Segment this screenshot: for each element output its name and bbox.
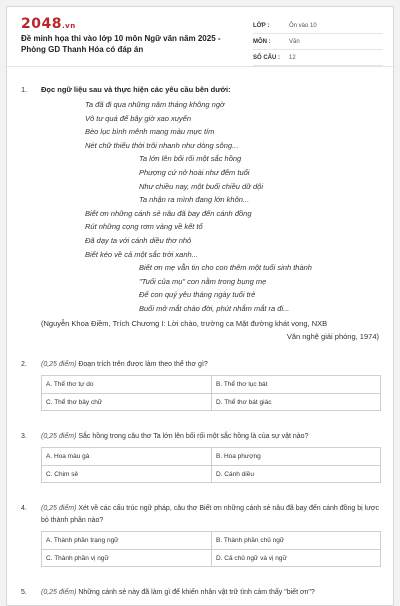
poem-line: Buổi mở mắt chào đời, phút nhắm mắt ra đi... bbox=[139, 303, 290, 313]
question-1 bbox=[21, 85, 383, 343]
meta-value: Văn bbox=[289, 38, 300, 45]
site-logo[interactable] bbox=[21, 16, 76, 32]
poem-line: Biết ơn mẹ vẫn tin cho con thêm một tuổi sinh thành bbox=[139, 263, 312, 273]
option-b[interactable]: B. Thành phần chủ ngữ bbox=[211, 532, 380, 549]
question-2 bbox=[21, 359, 383, 411]
option-c[interactable]: C. Thành phần vị ngữ bbox=[46, 554, 109, 562]
document-header bbox=[7, 7, 393, 67]
option-b[interactable]: B. Thể thơ lục bát bbox=[211, 376, 380, 393]
poem-line: Biết kéo về cả một sắc trời xanh... bbox=[85, 249, 198, 259]
poem-line: Đã dạy ta với cánh diều thơ nhỏ bbox=[85, 235, 192, 245]
question-3 bbox=[21, 431, 383, 483]
poem-line: Rút những cọng rơm vàng về kết tổ bbox=[85, 222, 203, 232]
answer-options bbox=[41, 447, 381, 483]
option-b[interactable]: B. Hoa phượng bbox=[211, 448, 380, 465]
source-line: Văn nghệ giải phóng, 1974) bbox=[286, 331, 379, 341]
poem-line: Phượng cứ nở hoài như đếm tuổi bbox=[139, 167, 250, 177]
logo-text: 2048 bbox=[21, 16, 62, 32]
option-d[interactable]: D. Thể thơ bát giác bbox=[211, 394, 380, 410]
poem-line: Ta đã đi qua những năm tháng không ngờ bbox=[85, 100, 225, 109]
question-body: Đoạn trích trên được làm theo thể thơ gì? bbox=[78, 361, 208, 368]
meta-value: Ôn vào 10 bbox=[289, 22, 317, 29]
logo-suffix: .vn bbox=[61, 22, 76, 30]
option-d[interactable]: D. Cả chủ ngữ và vị ngữ bbox=[211, 550, 380, 566]
question-number: 1. bbox=[21, 85, 28, 94]
question-4 bbox=[21, 503, 383, 567]
poem-excerpt bbox=[21, 98, 383, 316]
option-a[interactable]: A. Thể thơ tự do bbox=[46, 381, 94, 388]
option-a[interactable]: A. Thành phần trạng ngữ bbox=[46, 537, 119, 544]
poem-line: "Tuổi của mụ" con nằm trong bụng mẹ bbox=[139, 276, 267, 286]
poem-line: Để con quý yêu tháng ngày tuổi trẻ bbox=[139, 290, 256, 300]
poem-line: Ta nhận ra mình đang lớn khôn... bbox=[139, 195, 250, 205]
question-score: (0,25 điểm) bbox=[41, 361, 77, 368]
poem-line: Như chiều nay, một buổi chiều dữ dội bbox=[139, 181, 264, 191]
answer-options bbox=[41, 375, 381, 411]
question-number: 2. bbox=[21, 361, 27, 368]
question-text bbox=[21, 359, 383, 371]
question-number: 3. bbox=[21, 433, 27, 440]
question-score: (0,25 điểm) bbox=[41, 433, 77, 440]
source-line: (Nguyễn Khoa Điềm, Trích Chương I: Lời chào, trường ca Mặt đường khát vọng, NXB bbox=[41, 318, 328, 328]
question-5 bbox=[21, 587, 383, 599]
question-text bbox=[21, 587, 383, 599]
question-prompt: Đọc ngữ liệu sau và thực hiện các yêu cầu bên dưới: bbox=[41, 85, 231, 94]
exam-meta bbox=[253, 18, 383, 66]
options-row bbox=[42, 465, 380, 482]
question-text bbox=[21, 503, 383, 527]
question-body: Xét về các cấu trúc ngữ pháp, câu thơ Biết ơn những cánh sẻ nâu đã bay đến cánh đồng bị lược bỏ thành phần nào? bbox=[41, 505, 379, 524]
document-title: Đề minh họa thi vào lớp 10 môn Ngữ văn năm 2025 - Phòng GD Thanh Hóa có đáp án bbox=[21, 34, 221, 54]
question-body: Những cánh sẻ này đã làm gì để khiến nhân vật trữ tình cảm thấy "biết ơn"? bbox=[78, 589, 315, 596]
meta-label: LỚP : bbox=[253, 22, 270, 29]
meta-value: 12 bbox=[289, 54, 296, 61]
options-row bbox=[42, 549, 380, 566]
meta-row-class bbox=[253, 18, 383, 34]
poem-line: Biết ơn những cánh sẻ nâu đã bay đến cánh đồng bbox=[85, 208, 252, 218]
options-row bbox=[42, 532, 380, 549]
answer-options bbox=[41, 531, 381, 567]
option-c[interactable]: C. Thể thơ bảy chữ bbox=[46, 398, 103, 406]
question-body: Sắc hồng trong câu thơ Ta lớn lên bối rối một sắc hồng là của sự vật nào? bbox=[78, 433, 309, 440]
meta-label: SỐ CÂU : bbox=[253, 54, 280, 61]
poem-line: Ta lớn lên bối rối một sắc hồng bbox=[139, 154, 242, 164]
option-a[interactable]: A. Hoa màu gà bbox=[46, 453, 90, 460]
poem-line: Vô tư quá để bây giờ xao xuyến bbox=[85, 113, 192, 123]
option-d[interactable]: D. Cánh diều bbox=[211, 466, 380, 482]
meta-row-subject bbox=[253, 34, 383, 50]
options-row bbox=[42, 448, 380, 465]
question-number: 5. bbox=[21, 589, 27, 596]
poem-line: Nét chữ thiếu thời trôi nhanh như dòng sông... bbox=[85, 140, 239, 150]
options-row bbox=[42, 376, 380, 393]
question-score: (0,25 điểm) bbox=[41, 505, 77, 512]
meta-row-count bbox=[253, 50, 383, 66]
document-page bbox=[6, 6, 394, 606]
question-text bbox=[21, 431, 383, 443]
question-number: 4. bbox=[21, 505, 27, 512]
option-c[interactable]: C. Chim sẻ bbox=[46, 470, 79, 478]
poem-source bbox=[21, 317, 383, 343]
poem-line: Bèo lục bình mênh mang màu mực tím bbox=[85, 127, 215, 137]
question-score: (0,25 điểm) bbox=[41, 589, 77, 596]
options-row bbox=[42, 393, 380, 410]
meta-label: MÔN : bbox=[253, 38, 271, 45]
